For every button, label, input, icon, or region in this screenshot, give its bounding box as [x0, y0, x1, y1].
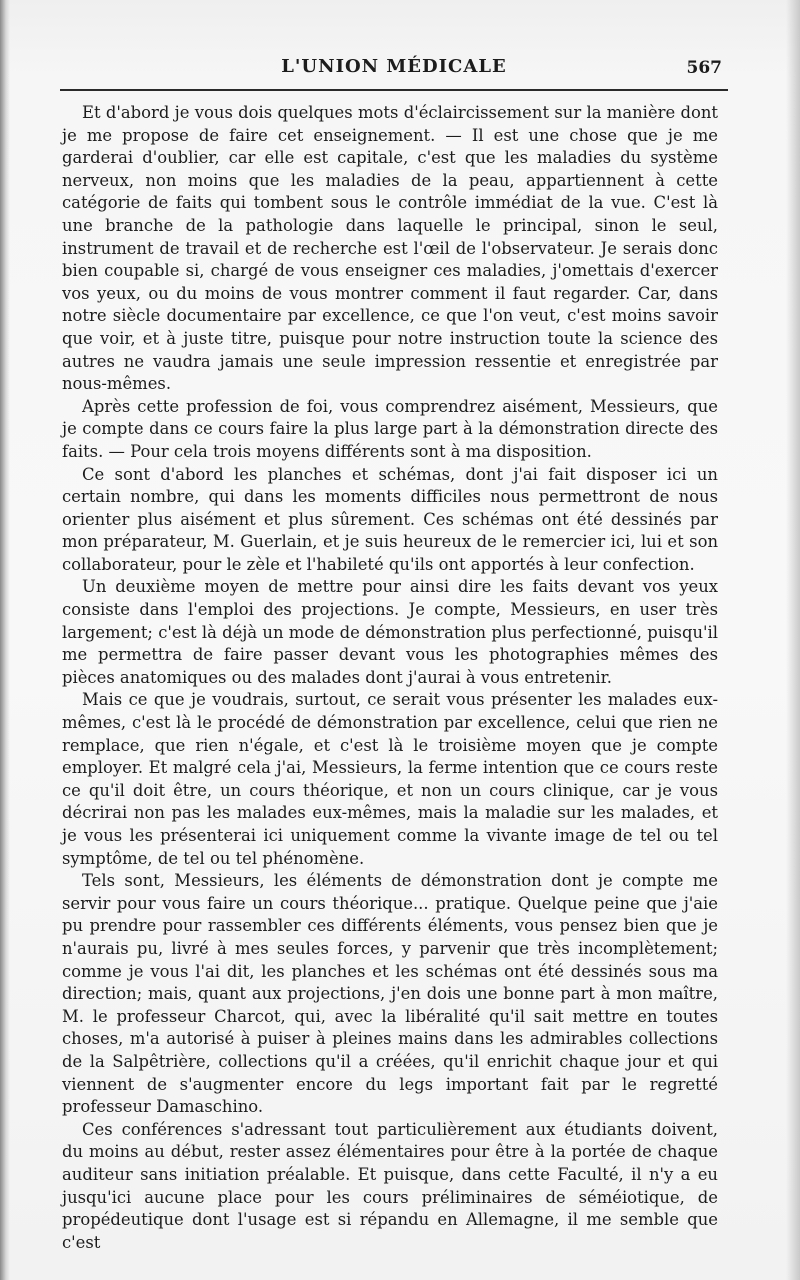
- running-title: L'UNION MÉDICALE: [281, 56, 507, 77]
- paragraph: Ces conférences s'adressant tout particulièrement aux étudiants doivent, du moins au début, rester assez élémentaires pour être à la portée de chaque auditeur sans initiation préalable. Et puisque, dans cette Faculté, il n'y a eu jusqu'ici aucune place pour les cours préliminaires de séméiotique, de propédeutique dont l'usage est si répandu en Allemagne, il me semble que c'est: [62, 1119, 718, 1252]
- body-text: [62, 102, 718, 1254]
- paragraph: Après cette profession de foi, vous comprendrez aisément, Messieurs, que je compte dans ce cours faire la plus large part à la démonstration directe des faits. — Pour cela trois moyens différents sont à ma disposition.: [62, 396, 718, 461]
- paragraph: Mais ce que je voudrais, surtout, ce serait vous présenter les malades eux-mêmes, c'est là le procédé de démonstration par excellence, celui que rien ne remplace, que rien n'égale, et c'est là le troisième moyen que je compte employer. Et malgré cela j'ai, Messieurs, la ferme intention que ce cours reste ce qu'il doit être, un cours théorique, et non un cours clinique, car je vous décrirai non pas les malades eux-mêmes, mais la maladie sur les malades, et je vous les présenterai ici uniquement comme la vivante image de tel ou tel symptôme, de tel ou tel phénomène.: [62, 690, 718, 868]
- paragraph: Ce sont d'abord les planches et schémas, dont j'ai fait disposer ici un certain nombre, qui dans les moments difficiles nous permettront de nous orienter plus aisément et plus sûrement. Ces schémas ont été dessinés par mon préparateur, M. Guerlain, et je suis heureux de le remercier ici, lui et son collaborateur, pour le zèle et l'habileté qu'ils ont apportés à leur confection.: [62, 464, 718, 574]
- page-header: [60, 52, 728, 82]
- page-left-edge-shadow: [0, 0, 10, 1280]
- page-right-edge-shadow: [786, 0, 800, 1280]
- paragraph: Et d'abord je vous dois quelques mots d'éclaircissement sur la manière dont je me propose de faire cet enseignement. — Il est une chose que je me garderai d'oublier, car elle est capitale, c'est que les maladies du système nerveux, non moins que les maladies de la peau, appartiennent à cette catégorie de faits qui tombent sous le contrôle immédiat de la vue. C'est là une branche de la pathologie dans laquelle le principal, sinon le seul, instrument de travail et de recherche est l'œil de l'observateur. Je serais donc bien coupable si, chargé de vous enseigner ces maladies, j'omettais d'exercer vos yeux, ou du moins de vous montrer comment il faut regarder. Car, dans notre siècle documentaire par excellence, ce que l'on veut, c'est moins savoir que voir, et à juste titre, puisque pour notre instruction toute la science des autres ne vaudra jamais une seule impression ressentie et enregistrée par nous-mêmes.: [62, 103, 718, 394]
- header-rule: [60, 89, 728, 91]
- page-number: 567: [686, 58, 722, 78]
- paragraph: Un deuxième moyen de mettre pour ainsi dire les faits devant vos yeux consiste dans l'emploi des projections. Je compte, Messieurs, en user très largement; c'est là déjà un mode de démonstration plus perfectionné, puisqu'il me permettra de faire passer devant vous les photographies mêmes des pièces anatomiques ou des malades dont j'aurai à vous entretenir.: [62, 577, 718, 687]
- paragraph: Tels sont, Messieurs, les éléments de démonstration dont je compte me servir pour vous faire un cours théorique... pratique. Quelque peine que j'aie pu prendre pour rassembler ces différents éléments, vous pensez bien que je n'aurais pu, livré à mes seules forces, y parvenir que très incomplètement; comme je vous l'ai dit, les planches et les schémas ont été dessinés sous ma direction; mais, quant aux projections, j'en dois une bonne part à mon maître, M. le professeur Charcot, qui, avec la libéralité qu'il sait mettre en toutes choses, m'a autorisé à puiser à pleines mains dans les admirables collections de la Salpêtrière, collections qu'il a créées, qu'il enrichit chaque jour et qui viennent de s'augmenter encore du legs important fait par le regretté professeur Damaschino.: [62, 871, 718, 1117]
